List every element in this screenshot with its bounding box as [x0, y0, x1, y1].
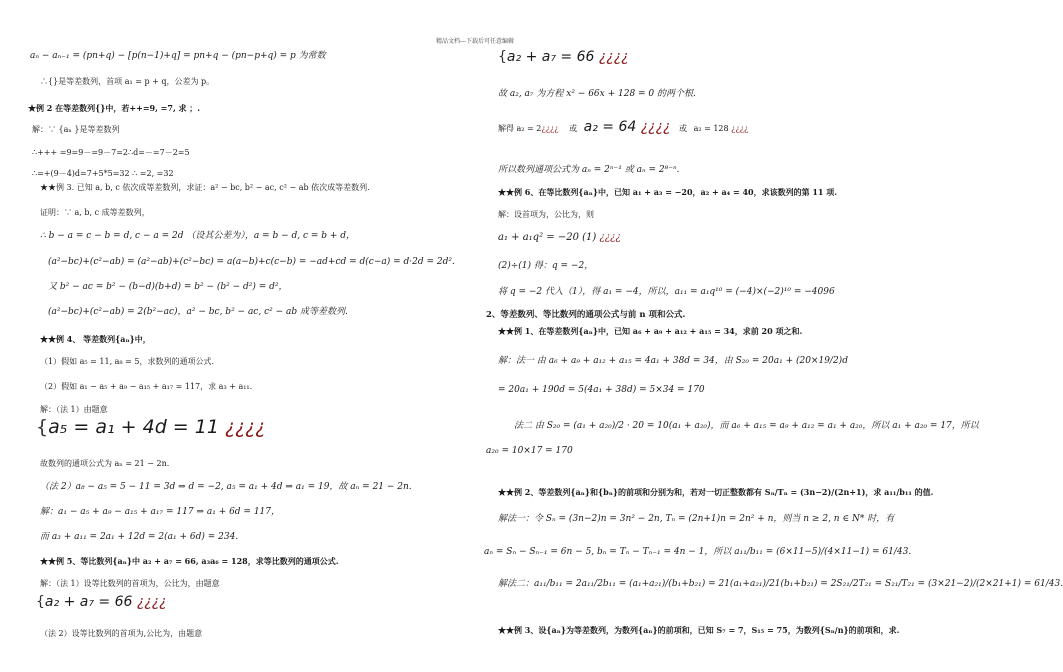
left-line-4: 解：∵ {aₙ }是等差数列: [32, 125, 120, 134]
page-header: 精品文档---下载后可任意编辑: [435, 38, 515, 45]
formula-main: a₅ = a₁ + 4d = 11: [48, 416, 225, 438]
formula-main: a₂ = 128: [693, 124, 732, 133]
placeholder-glyphs: ¿¿¿¿: [541, 124, 559, 133]
left-line-11: 又 b² − ac = b² − (b−d)(b+d) = b² − (b² − d²) = d²，: [48, 282, 288, 292]
left-line-23: 解：（法 1）设等比数列的首项为，公比为，由题意: [40, 579, 220, 588]
right-line-6: 解：设首项为，公比为，则: [498, 210, 594, 219]
formula-text: [45, 594, 167, 610]
or-label-1: 或: [569, 124, 578, 133]
right-solution-row: [498, 120, 748, 134]
right-formula-1: [498, 50, 629, 64]
right-line-17: 解法一：令 Sₙ = (3n−2)n = 3n² − 2n, Tₙ = (2n+1)n = 2n² + n，则当 n ≥ 2, n ∈ N* 时，有: [498, 514, 895, 524]
formula-main: a₁ + a₁q² = −20 (1): [498, 232, 600, 243]
brace-glyph: {: [498, 49, 507, 65]
brace-glyph: {: [36, 416, 49, 438]
solve-a2-64: [584, 119, 671, 135]
left-formula-24: [36, 595, 167, 609]
brace-glyph: {: [36, 594, 45, 610]
right-line-15: a₂₀ = 10×17 = 170: [486, 446, 573, 456]
placeholder-glyphs: ¿¿¿¿: [598, 49, 629, 65]
sec2-example-2-heading: ★★例 2、等差数列{aₙ}和{bₙ}的前项和分别为和，若对一切正整数都有 Sₙ/Tₙ = (3n−2)/(2n+1)，求 a₁₁/b₁₁ 的值.: [498, 487, 934, 497]
section-2-title: 2、等差数列、等比数列的通项公式与前 n 项和公式.: [486, 310, 686, 320]
left-line-10: (a²−bc)+(c²−ab) = (a²−ab)+(c²−bc) = a(a−b)+c(c−b) = −ad+cd = d(c−a) = d·2d = 2d².: [48, 257, 455, 267]
right-line-14: 法二 由 S₂₀ = (a₁ + a₂₀)/2 · 20 = 10(a₁ + a₂₀)，而 a₆ + a₁₅ = a₉ + a₁₂ = a₁ + a₂₀，所以 a₁ + a₂₀ = 17，所以: [514, 421, 979, 431]
placeholder-glyphs: ¿¿¿¿: [224, 416, 266, 438]
left-line-5: ∴+++ =9=9－=9－7=2∴d=－=7－2=5: [32, 148, 190, 157]
solve-a2-128: [694, 124, 749, 133]
placeholder-glyphs: ¿¿¿¿: [599, 232, 621, 243]
right-line-13: = 20a₁ + 190d = 5(4a₁ + 38d) = 5×34 = 170: [498, 385, 705, 395]
placeholder-glyphs: ¿¿¿¿: [136, 594, 167, 610]
formula-main: a₂ + a₇ = 66: [506, 49, 599, 65]
right-line-18: aₙ = Sₙ − Sₙ₋₁ = 6n − 5, bₙ = Tₙ − Tₙ₋₁ = 4n − 1，所以 a₁₁/b₁₁ = (6×11−5)/(4×11−1) = 61/43.: [484, 547, 912, 557]
left-line-12: (a²−bc)+(c²−ab) = 2(b²−ac)，a² − bc, b² − ac, c² − ab 成等差数列.: [48, 307, 348, 317]
right-formula-7: [498, 233, 621, 243]
example-2-heading: ★例 2 在等差数列{}中，若++=9, =7, 求 ；.: [28, 103, 201, 113]
formula-main: a₂ = 64: [583, 119, 641, 135]
formula-main: 解得 a₂ = 2: [498, 124, 542, 133]
left-formula-17: [36, 418, 265, 437]
left-line-1: aₙ − aₙ₋₁ = (pn+q) − [p(n−1)+q] = pn+q − (pn−p+q) = p 为常数: [30, 51, 326, 61]
placeholder-glyphs: ¿¿¿¿: [640, 119, 671, 135]
left-line-16: 解：（法 1）由题意: [40, 405, 108, 414]
sec2-example-1-heading: ★★例 1、在等差数列{aₙ}中，已知 a₆ + a₉ + a₁₂ + a₁₅ = 34，求前 20 项之和.: [498, 326, 803, 336]
right-line-8: (2)÷(1) 得：q = −2，: [498, 261, 594, 271]
right-line-19: 解法二：a₁₁/b₁₁ = 2a₁₁/2b₁₁ = (a₁+a₂₁)/(b₁+b₂₁) = 21(a₁+a₂₁)/21(b₁+b₂₁) = 2S₂₁/2T₂₁ = S₂₁/T₂₁ = (3×21−2)/(2×21+1) = 61/43.: [498, 579, 1063, 589]
formula-main: a₂ + a₇ = 66: [44, 594, 137, 610]
example-5-heading: ★★例 5、等比数列{aₙ}中 a₂ + a₇ = 66, a₃a₆ = 128，求等比数列的通项公式.: [40, 556, 339, 566]
example-4-heading: ★★例 4、 等差数列{aₙ}中，: [40, 334, 151, 344]
left-line-15: （2）假如 a₁ − a₅ + a₉ − a₁₅ + a₁₇ = 117，求 a₃ + a₁₁.: [40, 382, 253, 391]
right-line-2: 故 a₂, a₇ 为方程 x² − 66x + 128 = 0 的两个根.: [498, 89, 696, 99]
example-6-heading: ★★例 6、在等比数列{aₙ}中，已知 a₁ + a₃ = −20，a₂ + a₄ = 40，求该数列的第 11 项.: [498, 187, 838, 197]
left-line-6: ∴=+(9－4)d=7+5*5=32 ∴ =2, =32: [32, 169, 174, 178]
left-line-20: 解：a₁ − a₅ + a₉ − a₁₅ + a₁₇ = 117 ⇒ a₁ + 6d = 117，: [40, 507, 281, 517]
placeholder-glyphs: ¿¿¿¿: [731, 124, 749, 133]
left-line-18: 故数列的通项公式为 aₙ = 21 − 2n.: [40, 459, 170, 468]
left-line-14: （1）假如 a₅ = 11, a₈ = 5，求数列的通项公式.: [40, 357, 215, 366]
left-line-8: 证明：∵ a, b, c 成等差数列，: [40, 208, 150, 217]
right-line-12: 解：法一 由 a₆ + a₉ + a₁₂ + a₁₅ = 4a₁ + 38d = 34，由 S₂₀ = 20a₁ + (20×19/2)d: [498, 356, 848, 366]
right-line-4: 所以数列通项公式为 aₙ = 2ⁿ⁻¹ 或 aₙ = 2⁸⁻ⁿ.: [498, 165, 680, 175]
right-line-9: 将 q = −2 代入（1），得 a₁ = −4，所以，a₁₁ = a₁q¹⁰ = (−4)×(−2)¹⁰ = −4096: [498, 287, 835, 297]
solve-a2-2: [498, 124, 559, 133]
left-line-19: （法 2）a₈ − a₅ = 5 − 11 = 3d ⇒ d = −2, a₅ = a₁ + 4d ⇒ a₁ = 19，故 aₙ = 21 − 2n.: [40, 482, 412, 492]
formula-text: [507, 49, 629, 65]
example-3-heading: ★★例 3. 已知 a, b, c 依次成等差数列，求证：a² − bc, b² − ac, c² − ab 依次成等差数列.: [40, 183, 370, 192]
left-line-2: ∴{}是等差数列，首项 a₁ = p + q，公差为 p。: [40, 77, 215, 86]
formula-text: [48, 416, 265, 438]
left-line-25: （法 2）设等比数列的首项为,公比为，由题意: [40, 629, 203, 638]
left-line-9: ∴ b − a = c − b = d, c − a = 2d （设其公差为），a = b − d, c = b + d，: [40, 231, 356, 241]
sec2-example-3-heading: ★★例 3、设{aₙ}为等差数列，为数列{aₙ}的前项和，已知 S₇ = 7，S₁₅ = 75，为数列{Sₙ/n}的前项和，求.: [498, 625, 900, 635]
left-line-21: 而 a₃ + a₁₁ = 2a₁ + 12d = 2(a₁ + 6d) = 234.: [40, 532, 239, 542]
or-label-2: 或: [679, 124, 688, 133]
